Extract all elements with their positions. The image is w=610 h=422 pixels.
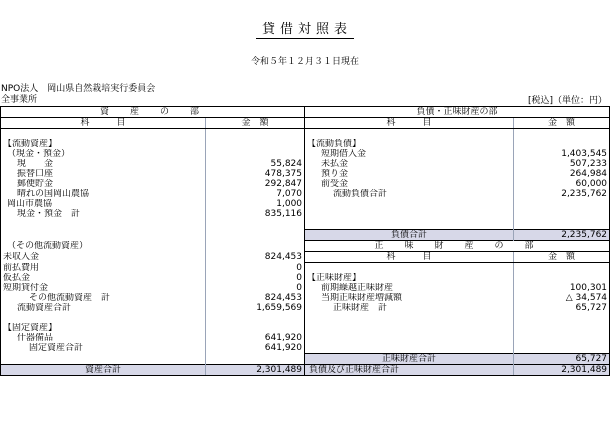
table-row — [1, 149, 610, 159]
assets-amount-header — [206, 118, 305, 129]
liabilities-total: 2,235,762 — [514, 230, 610, 241]
other-label: 短期貸付金 — [1, 283, 206, 293]
cash-value: 292,847 — [206, 179, 305, 189]
current-liabilities-heading: 【流動負債】 — [305, 139, 514, 149]
assets-account-header: 科 目 — [1, 118, 206, 129]
net-assets-amount-header — [514, 252, 610, 263]
net-assets-heading: 【正味財産】 — [305, 273, 514, 283]
unit-note: [税込]（単位：円） — [527, 96, 607, 106]
table-row — [1, 159, 610, 169]
liability-value: 1,403,545 — [514, 149, 610, 159]
current-liabilities-total: 2,235,762 — [514, 189, 610, 199]
table-row — [1, 252, 610, 263]
table-row — [1, 209, 610, 219]
current-assets-total-label: 流動資産合計 — [1, 303, 206, 313]
table-row — [1, 313, 610, 323]
table-row — [1, 219, 610, 230]
liab-net-grand-total-label: 負債及び正味財産合計 — [305, 365, 514, 376]
table-row — [1, 354, 610, 365]
assets-section-header: 資 産 の 部 — [1, 107, 305, 118]
other-label: 未収入金 — [1, 252, 206, 263]
other-label: 仮払金 — [1, 273, 206, 283]
liab-amount-header — [514, 118, 610, 129]
table-row — [1, 230, 610, 241]
cash-label: 晴れの国岡山農協 — [1, 189, 206, 199]
fixed-label: 什器備品 — [1, 333, 206, 343]
table-row — [1, 169, 610, 179]
liability-label: 前受金 — [305, 179, 514, 189]
cash-value: 7,070 — [206, 189, 305, 199]
table-row — [1, 189, 610, 199]
net-assets-value: △ 34,574 — [514, 293, 610, 303]
current-assets-heading: 【流動資産】 — [1, 139, 206, 149]
cash-value: 55,824 — [206, 159, 305, 169]
liability-label: 未払金 — [305, 159, 514, 169]
net-assets-subtotal: 65,727 — [514, 303, 610, 313]
net-assets-account-header: 科 目 — [305, 252, 514, 263]
table-row — [1, 343, 610, 354]
grand-total-row — [1, 365, 610, 376]
current-assets-total: 1,659,569 — [206, 303, 305, 313]
cash-label: 郵便貯金 — [1, 179, 206, 189]
other-value: 0 — [206, 273, 305, 283]
other-value: 824,453 — [206, 252, 305, 263]
table-row — [1, 283, 610, 293]
table-row — [1, 323, 610, 333]
net-assets-total: 65,727 — [514, 354, 610, 365]
table-row — [1, 263, 610, 274]
spacer-row — [1, 129, 610, 140]
net-assets-total-label: 正味財産合計 — [305, 354, 514, 365]
assets-grand-total-label: 資産合計 — [1, 365, 206, 376]
table-row — [1, 139, 610, 149]
other-current-heading: （その他流動資産） — [1, 241, 206, 252]
other-value: 0 — [206, 263, 305, 274]
table-row — [1, 179, 610, 189]
balance-sheet-table — [0, 106, 610, 376]
table-row — [1, 303, 610, 313]
other-total: 824,453 — [206, 293, 305, 303]
fixed-value: 641,920 — [206, 333, 305, 343]
table-row — [1, 293, 610, 303]
net-assets-label: 当期正味財産増減額 — [305, 293, 514, 303]
net-assets-section-header: 正 味 財 産 の 部 — [305, 241, 610, 252]
department-name: 全事業所 — [1, 95, 38, 105]
table-row — [1, 273, 610, 283]
other-value: 0 — [206, 283, 305, 293]
liability-label: 預り金 — [305, 169, 514, 179]
liability-value: 507,233 — [514, 159, 610, 169]
cash-label: 岡山市農協 — [1, 199, 206, 209]
liability-value: 264,984 — [514, 169, 610, 179]
fixed-assets-heading: 【固定資産】 — [1, 323, 206, 333]
liabilities-section-header: 負債・正味財産の部 — [305, 107, 610, 118]
table-row — [1, 241, 610, 252]
liab-net-grand-total: 2,301,489 — [514, 365, 610, 376]
liability-label: 短期借入金 — [305, 149, 514, 159]
net-assets-label: 前期繰越正味財産 — [305, 283, 514, 293]
cash-total-label: 現金・預金 計 — [1, 209, 206, 219]
report-date: 令和５年１２月３１日現在 — [250, 57, 359, 67]
section-header-row — [1, 107, 610, 118]
net-assets-subtotal-label: 正味財産 計 — [305, 303, 514, 313]
liab-amount-header-text: 金 額 — [548, 118, 576, 128]
assets-amount-header-text: 金 額 — [241, 118, 269, 128]
organization-name: NPO法人 岡山県自然栽培実行委員会 — [1, 84, 156, 94]
net-assets-amount-header-text: 金 額 — [548, 252, 576, 262]
column-header-row — [1, 118, 610, 129]
table-row — [1, 199, 610, 209]
cash-total: 835,116 — [206, 209, 305, 219]
assets-grand-total: 2,301,489 — [206, 365, 305, 376]
current-liabilities-total-label: 流動負債合計 — [305, 189, 514, 199]
other-label: 前払費用 — [1, 263, 206, 274]
document-title-text: 貸借対照表 — [256, 22, 354, 39]
liability-value: 60,000 — [514, 179, 610, 189]
other-total-label: その他流動資産 計 — [1, 293, 206, 303]
cash-label: 振替口座 — [1, 169, 206, 179]
cash-heading: （現金・預金） — [1, 149, 206, 159]
document-title — [0, 22, 610, 38]
cash-value: 478,375 — [206, 169, 305, 179]
fixed-total: 641,920 — [206, 343, 305, 354]
cash-label: 現 金 — [1, 159, 206, 169]
fixed-total-label: 固定資産合計 — [1, 343, 206, 354]
liab-account-header: 科 目 — [305, 118, 514, 129]
liabilities-total-label: 負債合計 — [305, 230, 514, 241]
net-assets-value: 100,301 — [514, 283, 610, 293]
cash-value: 1,000 — [206, 199, 305, 209]
table-row — [1, 333, 610, 343]
